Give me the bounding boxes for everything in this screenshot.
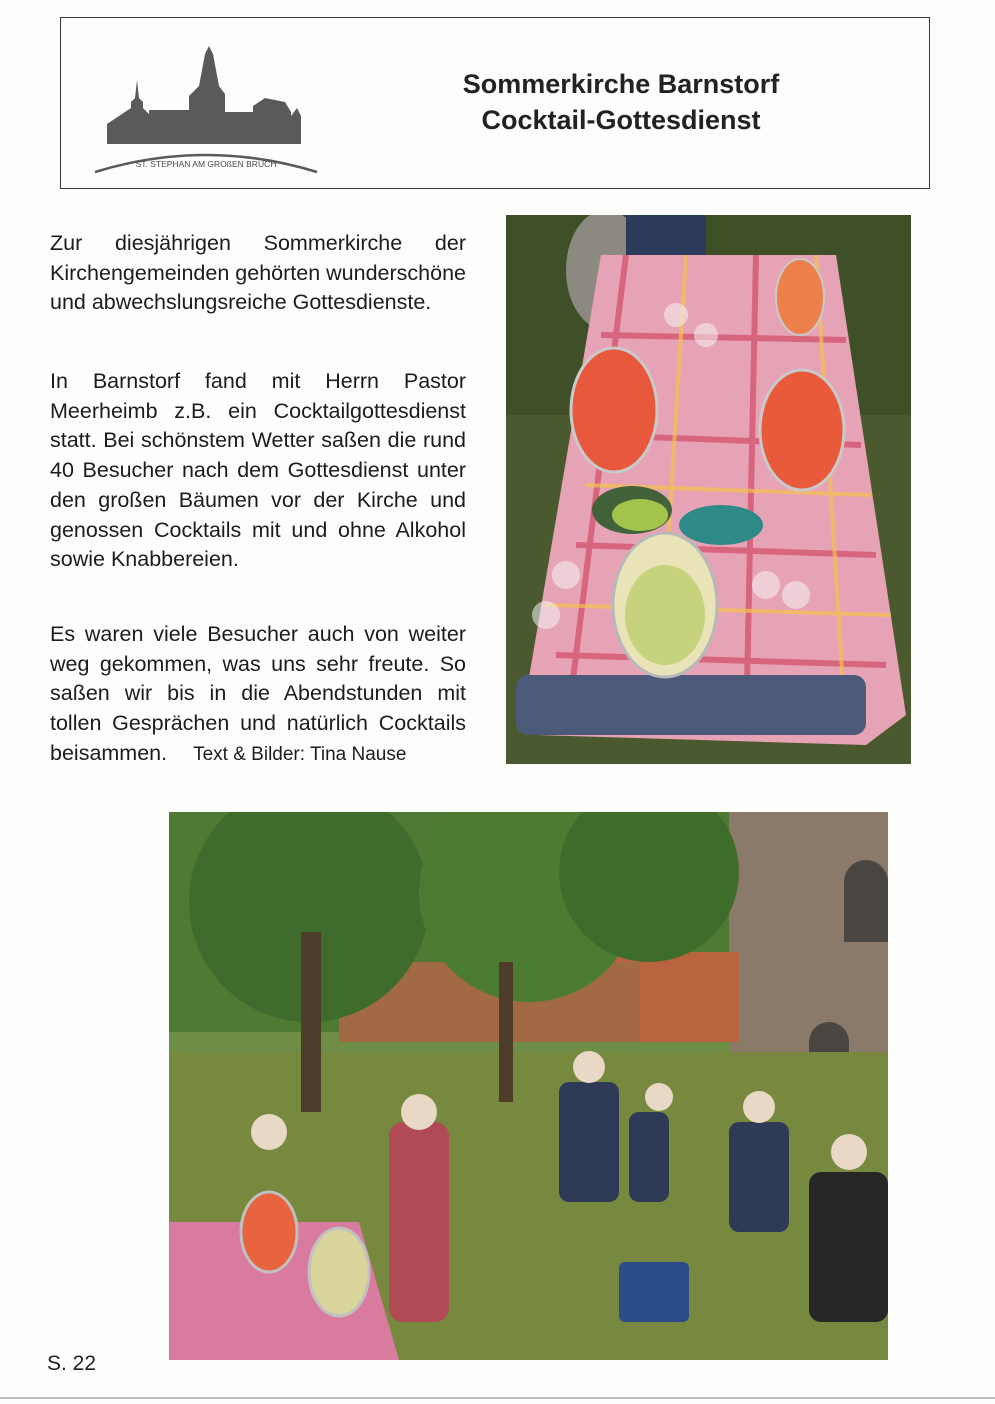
photo-guests-under-trees [169,812,888,1360]
page-title [421,66,821,138]
page-number: S. 22 [47,1352,97,1375]
church-logo [91,46,321,176]
photo-credit: Text & Bilder: Tina Nause [193,743,407,765]
paragraph-2: In Barnstorf fand mit Herrn Pastor Meerheimb z.B. ein Cocktailgottesdienst statt. Bei schönstem Wetter saßen die rund 40 Besucher nach dem Gottesdienst unter den großen Bäumen vor der Kirche und genossen Cocktails mit und ohne Alkohol sowie Knabbereien. [50,369,466,572]
header-box [60,17,930,189]
paragraph-3 [50,620,466,770]
photo-cocktail-table [506,215,911,764]
title-line2: Cocktail-Gottesdienst [481,105,761,135]
paragraph-1: Zur diesjährigen Sommerkirche der Kirchengemeinden gehörten wunderschöne und abwechslungsreiche Gottesdienste. [50,231,466,315]
title-line1: Sommerkirche Barnstorf [462,69,780,99]
bottom-rule [0,1397,995,1399]
paragraph-3-text: Es waren viele Besucher auch von weiter weg gekommen, was uns sehr freute. So saßen wir bis in die Abendstunden mit tollen Gesprächen und natürlich Cocktails beisammen. [50,622,466,765]
logo-caption: ST. STEPHAN AM GROßEN BRUCH [135,159,277,169]
